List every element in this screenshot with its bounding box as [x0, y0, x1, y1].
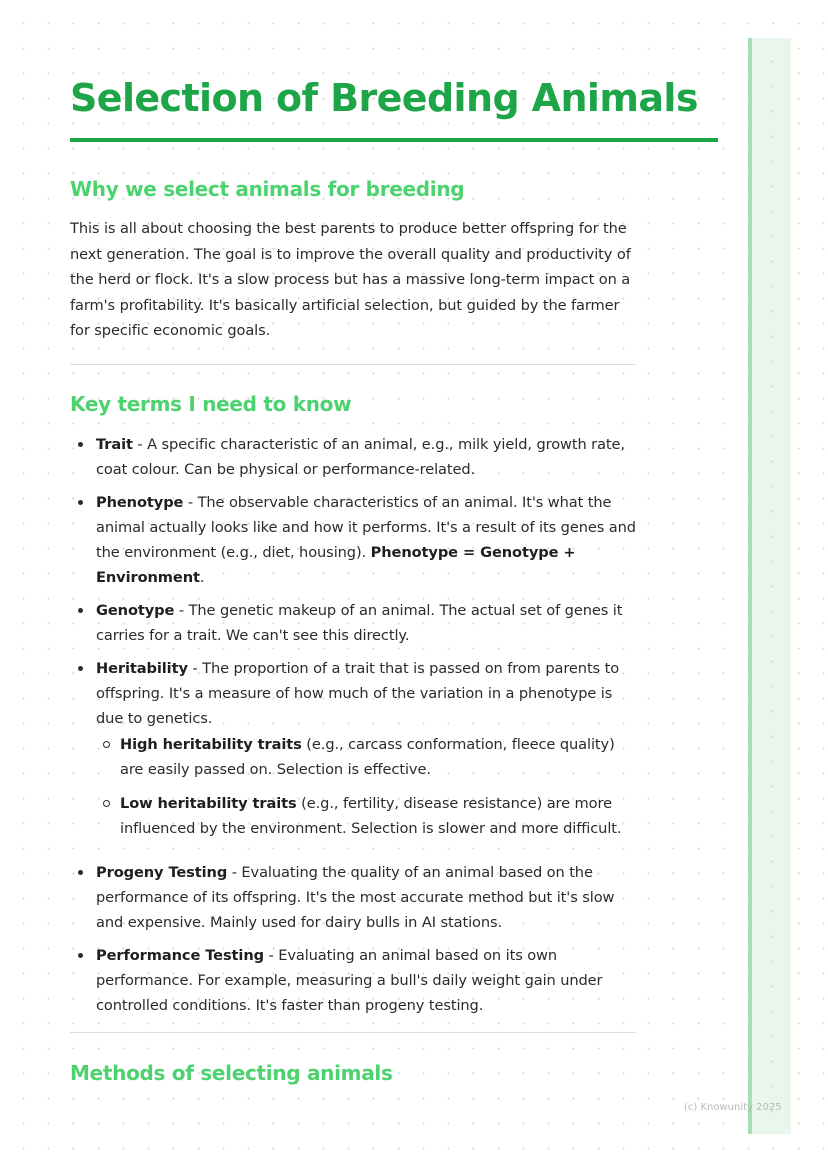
subterm-definition: (e.g., fertility, disease resistance) are more influenced by the environment. Selection is slower and more difficult.: [120, 794, 622, 837]
copyright-footer: (c) Knowunity 2025: [684, 1102, 782, 1113]
term-label: Trait: [96, 435, 133, 453]
why-paragraph: This is all about choosing the best parents to produce better offspring for the next generation. The goal is to improve the overall quality and productivity of the herd or flock. It's a slow process but has a massive long-term impact on a farm's profitability. It's basically artificial selection, but guided by the farmer for specific economic goals.: [70, 220, 631, 339]
term-label: Heritability: [96, 659, 188, 677]
list-item-performance-testing: [70, 943, 636, 1018]
term-definition: - The observable characteristics of an animal. It's what the animal actually looks like and how it performs. It's a result of its genes and the environment (e.g., diet, housing).: [96, 493, 636, 561]
circle-bullet-icon: [103, 800, 110, 807]
list-item-progeny-testing: [70, 860, 636, 935]
bullet-icon: [78, 442, 83, 447]
sublist-item-high-heritability: [96, 732, 636, 782]
term-label: Phenotype: [96, 493, 184, 511]
title-underline: [70, 138, 718, 142]
page-title: Selection of Breeding Animals: [70, 76, 698, 120]
term-label: Performance Testing: [96, 946, 264, 964]
section-heading-methods: Methods of selecting animals: [70, 1060, 393, 1085]
term-label: Progeny Testing: [96, 863, 228, 881]
sublist-item-low-heritability: [96, 791, 636, 841]
key-terms-list: [70, 432, 636, 1018]
bullet-icon: [78, 870, 83, 875]
bullet-icon: [78, 953, 83, 958]
term-label: Genotype: [96, 601, 175, 619]
page-content: [70, 70, 718, 1088]
circle-bullet-icon: [103, 741, 110, 748]
list-item-phenotype: [70, 490, 636, 590]
section-divider: [70, 1032, 636, 1033]
list-item-genotype: [70, 598, 636, 648]
term-definition: - Evaluating the quality of an animal based on the performance of its offspring. It's the most accurate method but it's slow and expensive. Mainly used for dairy bulls in AI stations.: [96, 863, 615, 931]
section-heading-why: Why we select animals for breeding: [70, 177, 465, 201]
subterm-label: High heritability traits: [120, 735, 302, 753]
phenotype-formula: Phenotype = Genotype + Environment: [96, 543, 576, 586]
bullet-icon: [78, 500, 83, 505]
heritability-sublist: [96, 732, 636, 852]
subterm-label: Low heritability traits: [120, 794, 297, 812]
bullet-icon: [78, 666, 83, 671]
term-definition-end: .: [199, 568, 205, 586]
list-item-trait: [70, 432, 636, 482]
term-definition: - Evaluating an animal based on its own performance. For example, measuring a bull's daily weight gain under controlled conditions. It's faster than progeny testing.: [96, 946, 603, 1014]
term-definition: - The genetic makeup of an animal. The actual set of genes it carries for a trait. We can't see this directly.: [96, 601, 623, 644]
term-definition: - The proportion of a trait that is passed on from parents to offspring. It's a measure of how much of the variation in a phenotype is due to genetics.: [96, 659, 620, 727]
margin-line: [748, 38, 752, 1134]
margin-stripe: [748, 38, 791, 1134]
bullet-icon: [78, 608, 83, 613]
section-heading-key-terms: Key terms I need to know: [70, 391, 352, 416]
section-divider: [70, 364, 636, 365]
term-definition: - A specific characteristic of an animal, e.g., milk yield, growth rate, coat colour. Can be physical or performance-related.: [96, 435, 625, 478]
list-item-heritability: [70, 656, 636, 852]
subterm-definition: (e.g., carcass conformation, fleece quality) are easily passed on. Selection is effective.: [120, 735, 615, 778]
